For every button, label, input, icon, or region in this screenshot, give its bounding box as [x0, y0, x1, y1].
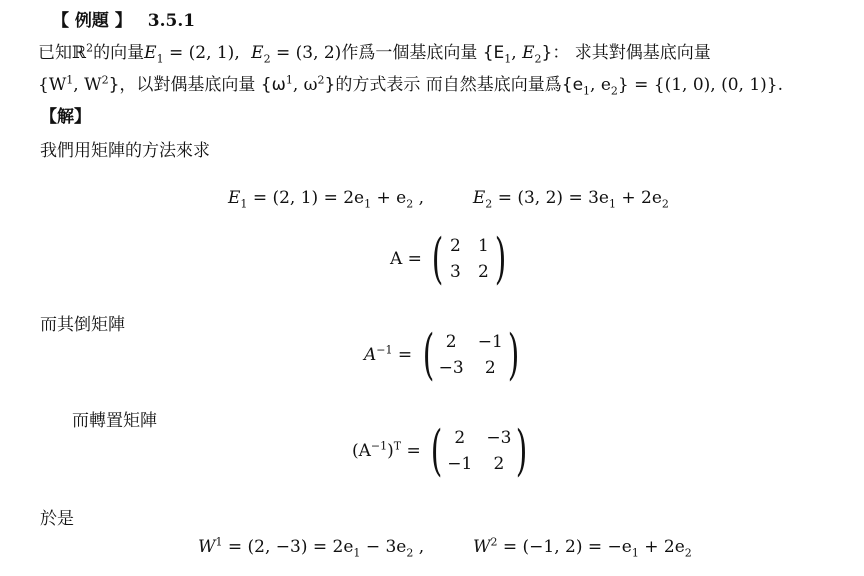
- matrix-Ainv-cell: 2: [445, 332, 457, 352]
- matrix-AinvT-supT: T: [393, 439, 402, 453]
- matrix-AinvT-cell: −1: [447, 454, 473, 474]
- matrix-AinvT-label: (A: [352, 441, 371, 461]
- matrix-AinvT-cell: 2: [454, 428, 466, 448]
- text-e2: , e: [590, 75, 611, 95]
- text-basis: 作爲一個基底向量 {E: [341, 43, 505, 63]
- example-heading: [52, 6, 195, 31]
- matrix-Ainv-cell: −3: [438, 358, 464, 378]
- matrix-A-inverse-transpose: $(A^{-1})^T$ = ( 2 −3 −1 2 ): [352, 419, 528, 482]
- eq1-left-tail: + e: [371, 188, 407, 208]
- text-dual: }： 求其對偶基底向量: [541, 43, 711, 63]
- matrix-Ainv-eq: =: [392, 345, 413, 365]
- text-E2-value: = (3, 2): [270, 43, 342, 63]
- matrix-AinvT-cell: −3: [486, 428, 512, 448]
- matrix-A-cell: 2: [450, 236, 461, 256]
- text-vectors: 的向量: [93, 43, 145, 63]
- matrix-AinvT-close: ): [387, 441, 394, 461]
- eq1-left: = (2, 1) = 2e: [252, 188, 365, 208]
- eq2-left: = (2, −3) = 2e: [227, 537, 354, 557]
- eq2-right: = (−1, 2) = −e: [502, 537, 632, 557]
- example-number: 3.5.1: [147, 11, 196, 31]
- text-space-sup: 2: [86, 41, 94, 55]
- matrix-A-cell: 1: [478, 236, 489, 256]
- matrix-A: A = ( 2 1 3 2 ): [390, 227, 507, 290]
- eq1-right-tail: + 2e: [615, 188, 662, 208]
- matrix-A-inverse: $A^{-1}$ = ( 2 −1 −3 2 ): [364, 323, 520, 386]
- text-given: 已知: [38, 43, 72, 63]
- eq2-left-tail: − 3e: [360, 537, 407, 557]
- transpose-label: 而轉置矩陣: [72, 411, 157, 431]
- matrix-Ainv-cell: 2: [484, 358, 496, 378]
- text-E1-value: = (2, 1),: [163, 43, 240, 63]
- therefore-label: 於是: [40, 509, 74, 529]
- text-W-open: {W: [38, 75, 67, 95]
- matrix-AinvT-sup: −1: [370, 439, 388, 453]
- problem-line-2: {$W^1$, $W^2$}，以對偶基底向量 {$\omega^1$, $\omega^2$}的方式表示 而自然基底向量爲{$e_1$, $e_2\} = \{(1$, 0), (0, 1)}.: [38, 73, 784, 98]
- text-space: ℝ: [72, 43, 87, 63]
- matrix-Ainv-sup: −1: [376, 343, 393, 357]
- matrix-A-cell: 3: [450, 262, 461, 282]
- matrix-Ainv-label: A: [364, 345, 377, 365]
- problem-line-1: 已知ℝ$^2$的向量$E_1 = (2$, 1), $E_2 = (3$, 2)作爲一個基底向量 {$E_1$, $E_2$}： 求其對偶基底向量: [38, 41, 711, 66]
- equation-W: $W^1 = (2$, $-3) = 2e_1 - 3e_2$ , $W^2 = (-1$, $2) = -e_1 + 2e_2$: [198, 535, 692, 560]
- inverse-label: 而其倒矩陣: [40, 315, 125, 335]
- solution-label: 【解】: [40, 107, 91, 127]
- eq2-right-tail: + 2e: [638, 537, 685, 557]
- text-natural-set: } = {(1, 0), (0, 1)}.: [617, 75, 784, 95]
- intro-text: 我們用矩陣的方法來求: [40, 141, 210, 161]
- text-W2: , W: [73, 75, 102, 95]
- text-E1: E: [144, 43, 157, 63]
- example-bracket: 【 例題 】: [52, 11, 132, 31]
- text-omega2: , ω: [292, 75, 318, 95]
- matrix-AinvT-cell: 2: [493, 454, 505, 474]
- matrix-AinvT-eq: =: [401, 441, 421, 461]
- text-natural: }的方式表示 而自然基底向量爲{e: [324, 75, 584, 95]
- matrix-A-label: A =: [390, 249, 422, 269]
- matrix-A-cell: 2: [478, 262, 489, 282]
- matrix-Ainv-cell: −1: [477, 332, 503, 352]
- text-omega: }，以對偶基底向量 {ω: [108, 75, 286, 95]
- eq1-right: = (3, 2) = 3e: [497, 188, 609, 208]
- equation-E: $E_1 = (2$, $1) = 2e_1 + e_2$ , $E_2 = (3$, $2) = 3e_1 + 2e_2$: [228, 188, 669, 211]
